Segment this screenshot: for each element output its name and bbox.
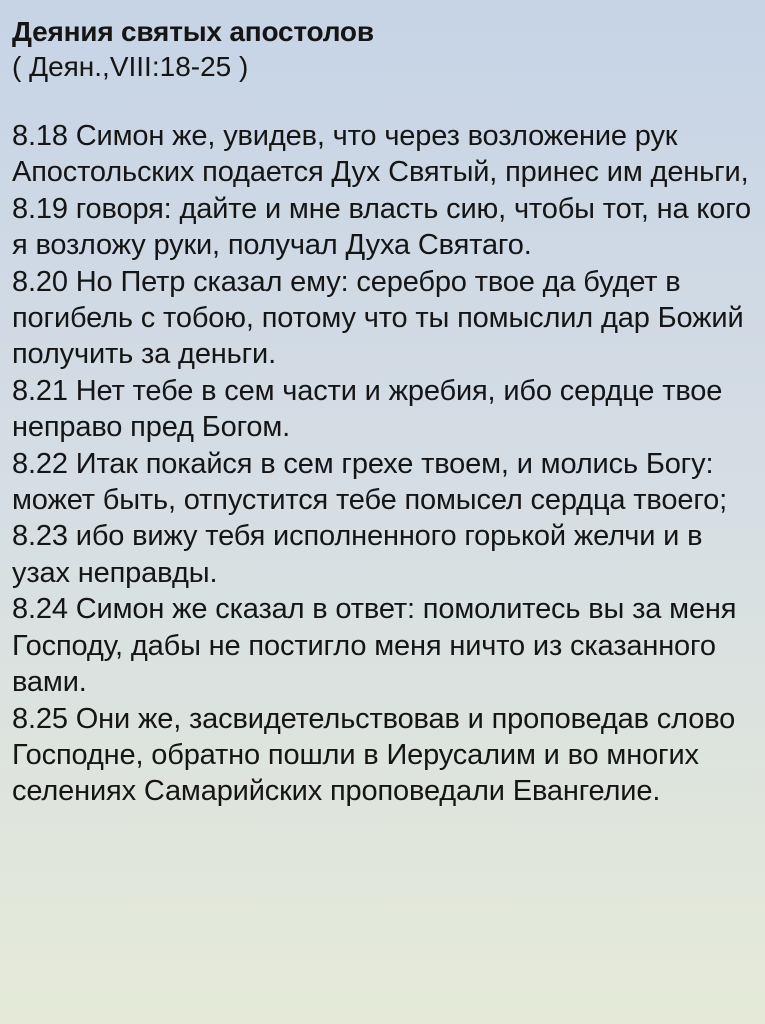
verse-8-22: [12, 446, 757, 519]
verse-text: Но Петр сказал ему: серебро твое да будет в погибель с тобою, потому что ты помыслил дар Божий получить за деньги.: [12, 265, 744, 371]
verse-number: 8.25: [12, 702, 68, 735]
verse-8-23: [12, 518, 757, 591]
verse-text: Итак покайся в сем грехе твоем, и молись Богу: может быть, отпустится тебе помысел сердца твоего;: [12, 447, 727, 517]
verse-text: говоря: дайте и мне власть сию, чтобы тот, на кого я возложу руки, получал Духа Святаго.: [12, 192, 751, 262]
verse-list: [12, 118, 757, 810]
verse-text: ибо вижу тебя исполненного горькой желчи и в узах неправды.: [12, 520, 703, 589]
verse-text: Нет тебе в сем части и жребия, ибо сердце твое неправо пред Богом.: [12, 374, 723, 444]
verse-number: 8.22: [12, 447, 68, 480]
verse-8-19: [12, 191, 757, 264]
document-page: [12, 14, 757, 810]
scripture-reference: ( Деян.,VIII:18-25 ): [12, 51, 249, 82]
document-title: Деяния святых апостолов: [12, 16, 374, 47]
verse-number: 8.18: [12, 120, 68, 152]
verse-8-18: [12, 118, 757, 191]
verse-number: 8.21: [12, 374, 68, 407]
verse-8-24: [12, 591, 757, 700]
verse-8-25: [12, 701, 757, 810]
verse-text: Они же, засвидетельствовав и проповедав слово Господне, обратно пошли в Иерусалим и во многих селениях Самарийских проповедали Евангелие.: [12, 702, 736, 808]
verse-number: 8.23: [12, 520, 68, 553]
verse-8-21: [12, 373, 757, 446]
verse-number: 8.24: [12, 593, 68, 626]
verse-number: 8.20: [12, 265, 68, 298]
verse-text: Симон же, увидев, что через возложение рук Апостольских подается Дух Святый, принес им деньги,: [12, 120, 749, 189]
verse-text: Симон же сказал в ответ: помолитесь вы за меня Господу, дабы не постигло меня ничто из сказанного вами.: [12, 593, 737, 699]
verse-8-20: [12, 264, 757, 373]
verse-number: 8.19: [12, 192, 68, 225]
